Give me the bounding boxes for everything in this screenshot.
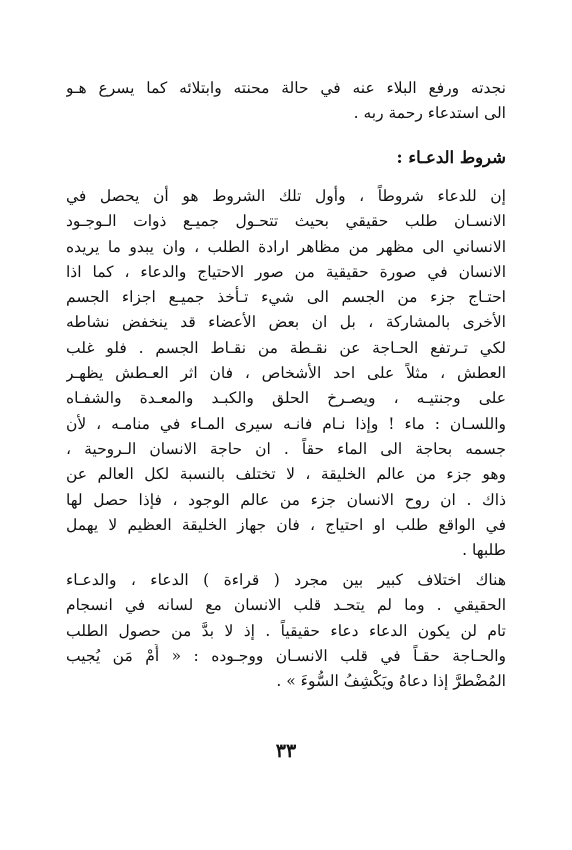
text-line: الأخرى بالمشاركة ، بل ان بعض الأعضاء قد ينخفض نشاطه — [66, 313, 506, 332]
text-line: في الواقع طلب او احتياج ، فان جهاز الخليقة العظيم لا يهمل — [66, 515, 506, 534]
text-line: جسمه بحاجة الى الماء حقاً . ان حاجة الانسان الـروحية ، — [66, 439, 506, 458]
text-line: ذاك . ان روح الانسان جزء من عالم الوجود ، فإذا حصل لها — [66, 490, 506, 509]
text-line: إن للدعاء شروطاً ، وأول تلك الشروط هو أن يحصل في — [66, 187, 506, 205]
paragraph-difference — [66, 568, 506, 694]
text-line: الانساني الى مظهر من مظاهر ارادة الطلب ، وان يبدو ما يريده — [66, 237, 506, 256]
text-line: احتـاج جزء من الجسم الى شيء تـأخذ جميـع اجزاء الجسم — [66, 288, 506, 307]
text-line: والحـاجة حقـاً في قلب الانسـان ووجـوده : « أَمْ مَن يُجيب — [66, 646, 506, 665]
text-line: الى استدعاء رحمة ربه . — [353, 104, 506, 123]
text-line: الحقيقي . وما لم يتحـد قلب الانسان مع لسانه في انسجام — [66, 596, 506, 615]
text-line: المُضْطرَّ إذا دعاهُ ويَكْشِفُ السُّوءَ » . — [276, 672, 506, 691]
text-line: تام لن يكون الدعاء دعاء حقيقياً . إذ لا بدَّ من حصول الطلب — [66, 621, 506, 640]
text-line: العطش ، مثلاً على احد الأشخاص ، فان اثر العـطش يظهـر — [66, 364, 506, 383]
text-line: الانسان في صورة حقيقية من صور الاحتياج والدعاء ، كما اذا — [66, 262, 506, 281]
text-line: طلبها . — [462, 541, 506, 560]
section-heading: شروط الدعـاء : — [396, 148, 506, 167]
text-line: وهو جزء من عالم الخليقة ، لا تختلف بالنسبة لكل العالم عن — [66, 465, 506, 484]
text-line: الانسـان طلب حقيقي بحيث تتحـول جميـع ذوات الـوجـود — [66, 212, 506, 231]
text-line: واللسـان : ماء ! وإذا نـام فانـه سيرى المـاء في منامـه ، لأن — [66, 414, 506, 433]
paragraph-conditions — [66, 184, 506, 563]
text-line: نجدته ورفع البلاء عنه في حالة محنته وابتلائه كما يسرع هـو — [66, 79, 506, 97]
page-number: ٣٣ — [275, 740, 297, 762]
text-line: على وجنتيـه ، ويصـرخ الحلق والكبـد والمعـدة والشفـاه — [66, 389, 506, 408]
text-line: هناك اختلاف كبير بين مجرد ( قراءة ) الدعاء ، والدعـاء — [66, 571, 506, 589]
text-line: لكي تـرتفع الحـاجة عن نقـطة من نقـاط الجسم . فلو غلب — [66, 338, 506, 357]
intro-paragraph — [66, 76, 506, 127]
